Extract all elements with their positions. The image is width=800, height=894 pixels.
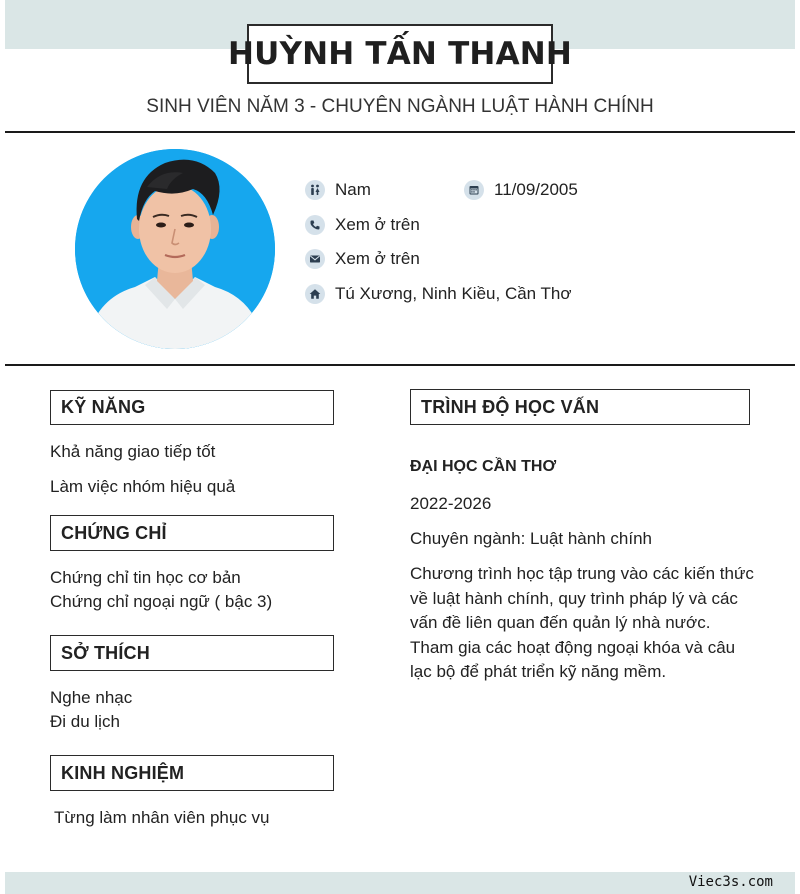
education-heading-box [410,389,750,425]
study-years: 2022-2026 [410,494,492,513]
calendar-icon [464,180,484,200]
gender-icon [305,180,325,200]
education-description: Chương trình học tập trung vào các kiến thức về luật hành chính, quy trình pháp lý và các vấn đề liên quan đến quản lý nhà nước. Tham gia các hoạt động ngoại khóa và câu lạc bộ để phát triển kỹ năng mềm. [410,564,754,682]
birthdate-value: 11/09/2005 [494,180,578,199]
footer-watermark: Viec3s.com [688,874,773,890]
home-icon [305,284,325,304]
certificates-heading-box [50,515,334,551]
candidate-title: SINH VIÊN NĂM 3 - CHUYÊN NGÀNH LUẬT HÀNH CHÍNH [146,96,654,117]
footer-band [5,872,795,894]
info-email [305,249,420,269]
education-heading: TRÌNH ĐỘ HỌC VẤN [421,396,600,417]
phone-value: Xem ở trên [335,215,420,234]
divider-middle [5,364,795,366]
experience-heading: KINH NGHIỆM [61,762,185,783]
email-value: Xem ở trên [335,249,420,268]
info-gender [305,180,371,200]
skill-item: Làm việc nhóm hiệu quả [50,477,236,496]
experience-item: Từng làm nhân viên phục vụ [54,808,270,827]
email-icon [305,249,325,269]
certificate-item: Chứng chỉ tin học cơ bản [50,568,241,587]
avatar [75,149,275,349]
skills-heading-box [50,390,334,425]
address-value: Tú Xương, Ninh Kiều, Cần Thơ [335,284,572,303]
experience-heading-box [50,755,334,791]
hobby-item: Nghe nhạc [50,688,133,707]
skills-heading: KỸ NĂNG [61,397,146,417]
divider-top [5,131,795,133]
portrait-photo [75,149,275,349]
name-box [227,24,573,84]
hobby-item: Đi du lịch [50,712,120,731]
hobbies-heading: SỞ THÍCH [61,642,150,663]
major: Chuyên ngành: Luật hành chính [410,529,652,548]
certificates-heading: CHỨNG CHỈ [61,522,167,543]
hobbies-heading-box [50,635,334,671]
info-birthdate [464,180,578,200]
info-address [305,284,572,304]
school-name: ĐẠI HỌC CẦN THƠ [410,458,557,475]
skill-item: Khả năng giao tiếp tốt [50,442,216,461]
gender-value: Nam [335,180,371,199]
candidate-name: HUỲNH TẤN THANH [227,36,573,72]
certificate-item: Chứng chỉ ngoại ngữ ( bậc 3) [50,592,273,611]
phone-icon [305,215,325,235]
info-phone [305,215,420,235]
